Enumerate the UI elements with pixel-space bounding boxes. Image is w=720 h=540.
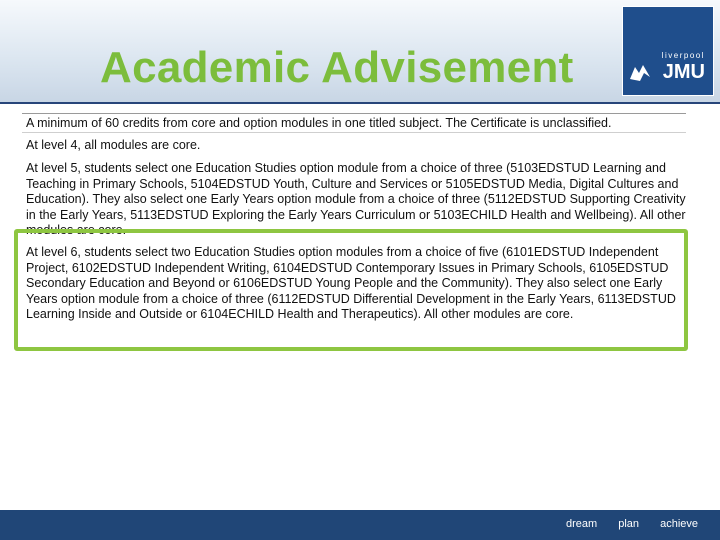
tagline-word-plan: plan [618, 518, 640, 530]
paragraph-level6: At level 6, students select two Education Studies option modules from a choice of five (6101EDSTUD Independent Project, 6102EDSTUD Independent Writing, 6104EDSTUD Contemporary Issues in Primary Schools, 6105EDSTUD Secondary Education and Beyond or 6106EDSTUD Young People and the Community). They also select one Early Years option module from a choice of three (6112EDSTUD Differential Development in the Early Years, 6113EDSTUD Learning Inside and Outside or 6104ECHILD Health and Therapeutics). All other modules are core. [26, 245, 676, 321]
university-logo [622, 6, 714, 96]
header-divider [0, 102, 720, 104]
tagline-word-achieve: achieve [660, 518, 698, 530]
slide-header [0, 0, 720, 102]
paragraph-credits: A minimum of 60 credits from core and option modules in one titled subject. The Certificate is unclassified. [26, 116, 612, 130]
paragraph-level5: At level 5, students select one Education Studies option module from a choice of three (5103EDSTUD Learning and Teaching in Primary Schools, 5104EDSTUD Youth, Culture and Services or 5105EDSTUD Media, Digital Cultures and Education). They also select one Early Years option module from a choice of three (5112EDSTUD Supporting Creativity in the Early Years, 5113EDSTUD Exploring the Early Years Curriculum or 5103ECHILD Health and Wellbeing). All other modules are core. [26, 161, 686, 237]
logo-big-text: JMU [662, 61, 705, 83]
slide-title: Academic Advisement [100, 43, 574, 92]
row-divider [22, 132, 686, 133]
liver-bird-icon [627, 59, 653, 85]
logo-small-text: liverpool [661, 51, 705, 60]
highlight-box [14, 229, 688, 351]
tagline-word-dream: dream [565, 518, 598, 530]
footer-tagline [548, 518, 698, 530]
footer-bar [0, 510, 720, 540]
paragraph-level4: At level 4, all modules are core. [26, 138, 201, 152]
